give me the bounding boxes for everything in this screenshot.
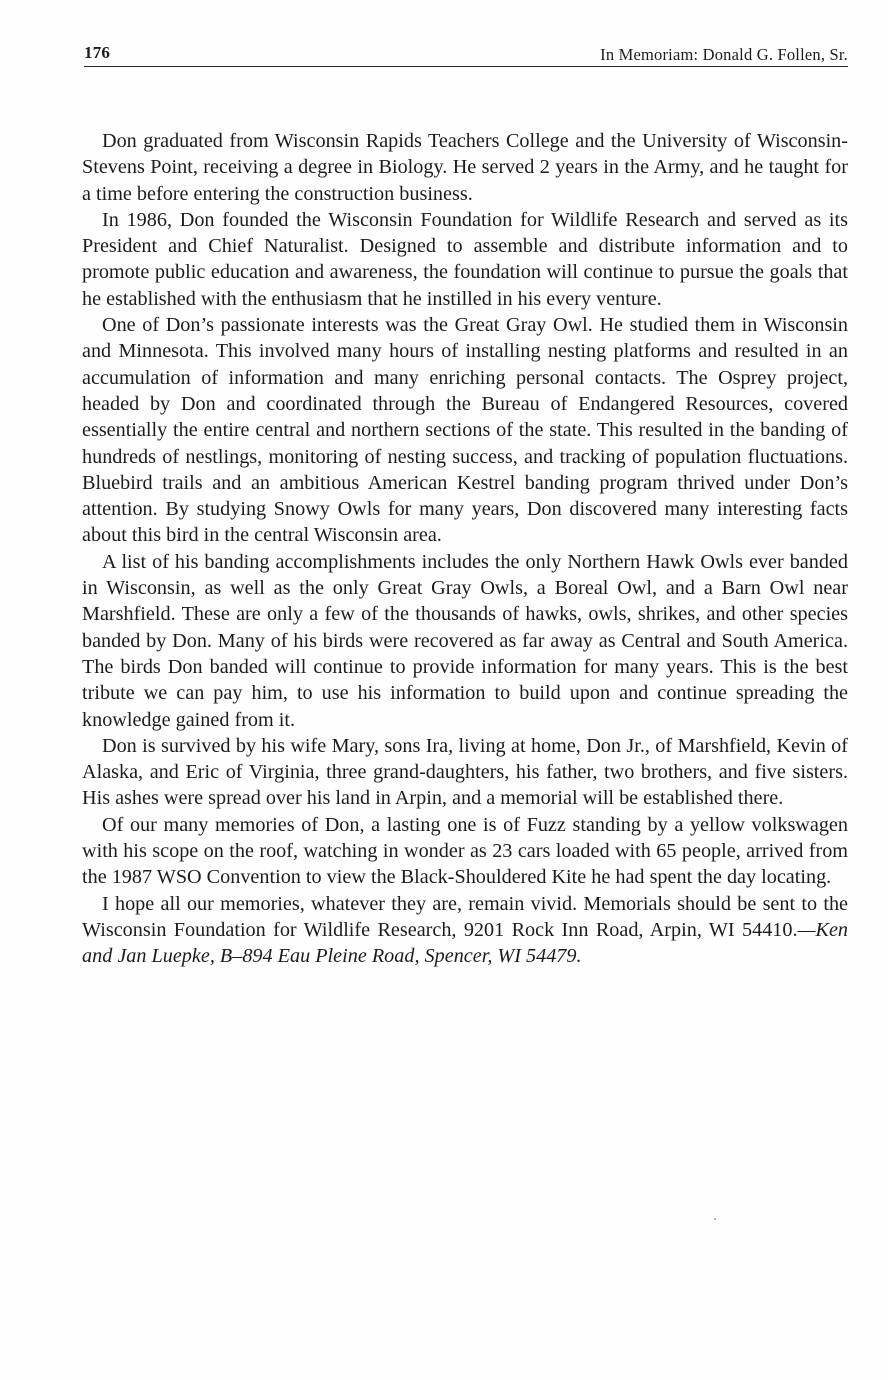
paragraph-survivors: Don is survived by his wife Mary, sons Ira, living at home, Don Jr., of Marshfield, Kevin of Alaska, and Eric of Virginia, three grand-daughters, his father, two brothers, and five sisters. His ashes were spread over his land in Arpin, and a memorial will be established there. [82,734,848,810]
running-head [84,40,848,67]
paragraph-banding: A list of his banding accomplishments includes the only Northern Hawk Owls ever banded in Wisconsin, as well as the only Great Gray Owls, a Boreal Owl, and a Barn Owl near Marshfield. These are only a few of the thousands of hawks, owls, shrikes, and other species banded by Don. Many of his birds were recovered as far away as Central and South America. The birds Don banded will continue to provide information for many years. This is the best tribute we can pay him, to use his information to build upon and continue spreading the knowledge gained from it. [82,550,848,731]
page-number: 176 [84,43,111,62]
author-signature: —Ken and Jan Luepke, B–894 Eau Pleine Road, Spencer, WI 54479. [82,918,848,968]
scan-speck [714,1218,716,1220]
running-title: In Memoriam: Donald G. Follen, Sr. [600,45,848,64]
paragraph-education: Don graduated from Wisconsin Rapids Teachers College and the University of Wisconsin-Stevens Point, receiving a degree in Biology. He served 2 years in the Army, and he taught for a time before entering the construction business. [82,130,848,205]
article-body [82,128,848,970]
paragraph-foundation: In 1986, Don founded the Wisconsin Foundation for Wildlife Research and served as its President and Chief Naturalist. Designed to assemble and distribute information and to promote public education and awareness, the foundation will continue to pursue the goals that he established with the enthusiasm that he instilled in his every venture. [82,208,848,310]
closing-text: I hope all our memories, whatever they are, remain vivid. Memorials should be sent to the Wisconsin Foundation for Wildlife Research, 9201 Rock Inn Road, Arpin, WI 54410. [82,892,848,941]
paragraph-closing [82,891,848,970]
paragraph-owl-research: One of Don’s passionate interests was the Great Gray Owl. He studied them in Wisconsin and Minnesota. This involved many hours of installing nesting platforms and resulted in an accumulation of information and many enriching personal contacts. The Osprey project, headed by Don and coordinated through the Bureau of Endangered Resources, covered essentially the entire central and northern sections of the state. This resulted in the banding of hundreds of nestlings, monitoring of nesting success, and tracking of population fluctuations. Bluebird trails and an ambitious American Kestrel banding program thrived under Don’s attention. By studying Snowy Owls for many years, Don discovered many interesting facts about this bird in the central Wisconsin area. [82,314,848,547]
paragraph-memories: Of our many memories of Don, a lasting one is of Fuzz standing by a yellow volkswagen with his scope on the roof, watching in wonder as 23 cars loaded with 65 people, arrived from the 1987 WSO Convention to view the Black-Shouldered Kite he had spent the day locating. [82,813,848,889]
